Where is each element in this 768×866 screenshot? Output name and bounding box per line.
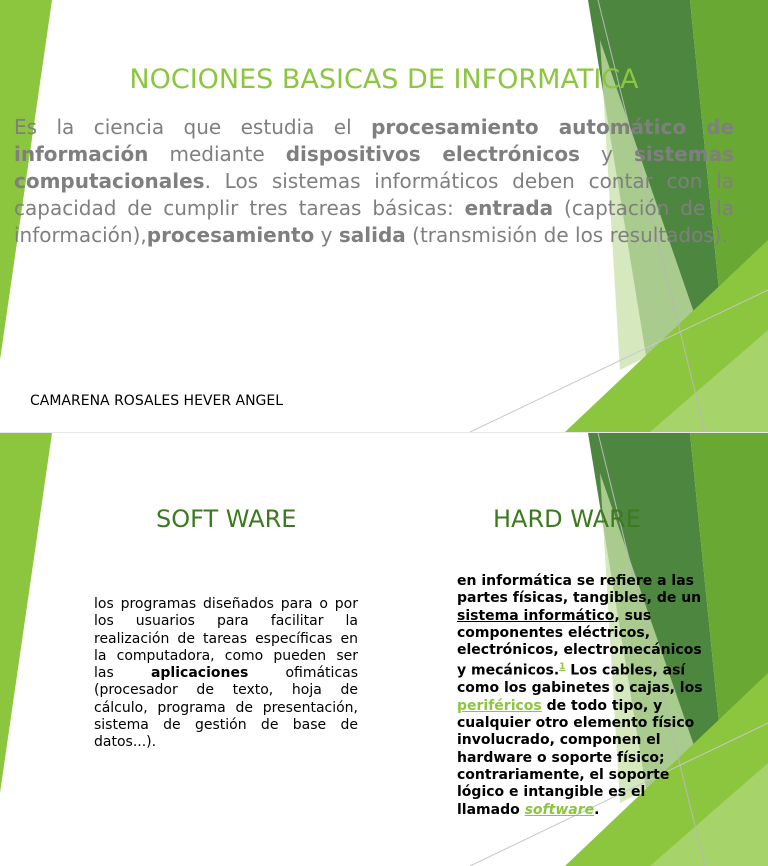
bold-term: procesamiento automático de información [14, 115, 734, 166]
text-run: Los cables, así como los gabinetes o cajas, los [457, 663, 703, 697]
bold-term: salida [338, 223, 406, 247]
text-run: (captación de la información), [14, 196, 734, 247]
bold-term: procesamiento [146, 223, 315, 247]
text-run: y [314, 223, 339, 247]
text-run: . [594, 801, 600, 818]
software-title: SOFT WARE [156, 505, 297, 533]
author-name: CAMARENA ROSALES HEVER ANGEL [30, 393, 284, 409]
text-run: mediante [148, 142, 286, 166]
hardware-paragraph [457, 573, 707, 819]
text-run: y [579, 142, 634, 166]
footnote-link[interactable]: 1 [559, 662, 566, 673]
software-paragraph [94, 596, 358, 752]
slide-1 [0, 0, 768, 432]
definition-paragraph [14, 114, 734, 249]
perifericos-link[interactable]: periféricos [457, 697, 542, 714]
text-run: (transmisión de los resultados). [405, 223, 728, 247]
bold-term: sistemas computacionales [14, 142, 734, 193]
text-run: en informática se refiere a las partes físicas, tangibles, de un [457, 573, 702, 607]
text-run: , sus componentes eléctricos, electrónicos, electromecánicos y mecánicos. [457, 607, 702, 680]
hardware-title: HARD WARE [493, 505, 641, 533]
text-run: ofimáticas (procesador de texto, hoja de cálculo, programa de presentación, sistema de gestión de base de datos...). [94, 665, 359, 751]
left-green-shard [0, 433, 52, 793]
bold-term: dispositivos electrónicos [285, 142, 580, 166]
slide-title: NOCIONES BASICAS DE INFORMATICA [129, 64, 639, 95]
bold-term: entrada [464, 196, 554, 220]
text-run: de todo tipo, y cualquier otro elemento físico involucrado, componen el hardware o soporte físico; contrariamente, el soporte lógico e intangible es el llamado [457, 697, 695, 818]
slide-2 [0, 433, 768, 866]
text-run: los programas diseñados para o por los usuarios para facilitar la realización de tareas específicas en la computadora, como pueden ser las [94, 596, 358, 682]
bold-term: aplicaciones [150, 665, 249, 682]
text-run: Es la ciencia que estudia el [14, 115, 372, 139]
text-run: . Los sistemas informáticos deben contar con la capacidad de cumplir tres tareas básicas: [14, 169, 734, 220]
software-link[interactable]: software [524, 801, 595, 818]
sistema-informatico-link[interactable]: sistema informático [457, 607, 615, 624]
